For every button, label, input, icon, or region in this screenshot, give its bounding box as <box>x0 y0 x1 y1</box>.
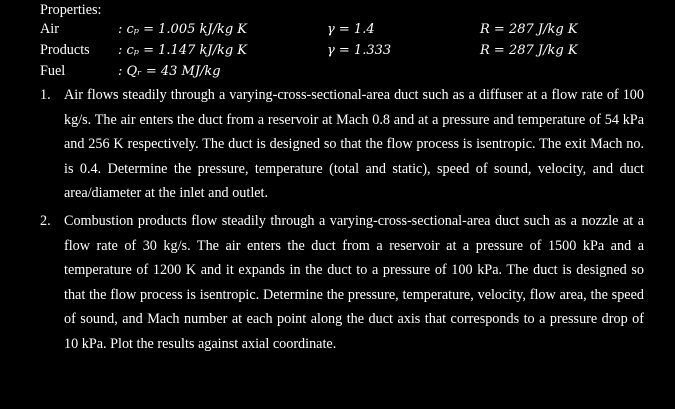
problem-item <box>40 83 644 206</box>
property-name: Air <box>40 21 59 37</box>
problem-item <box>40 209 644 357</box>
heating-value: : Qᵣ = 43 MJ/kg <box>118 64 221 79</box>
gas-constant-value: R = 287 J/kg K <box>480 43 578 58</box>
problem-text: Combustion products flow steadily through a varying-cross-sectional-area duct such as a nozzle at a flow rate of 30 kg/s. The air enters the duct from a reservoir at a pressure of 1500 kPa and a temperature of 1200 K and it expands in the duct to a pressure of 100 kPa. The duct is designed so that the flow process is isentropic. Determine the pressure, temperature, velocity, flow area, the speed of sound, and Mach number at each point along the duct axis that corresponds to a pressure drop of 10 kPa. Plot the results against axial coordinate. <box>64 212 644 352</box>
problem-number: 1. <box>40 87 51 103</box>
problem-list <box>40 83 644 360</box>
problem-text: Air flows steadily through a varying-cross-sectional-area duct such as a diffuser at a flow rate of 100 kg/s. The air enters the duct from a reservoir at Mach 0.8 and at a pressure and temperature of 54 kPa and 256 K respectively. The duct is designed so that the flow process is isentropic. The exit Mach no. is 0.4. Determine the pressure, temperature (total and static), speed of sound, velocity, and duct area/diameter at the inlet and outlet. <box>64 87 644 202</box>
properties-heading: Properties: <box>40 2 102 18</box>
problem-number: 2. <box>40 212 51 229</box>
specific-heat-value: : cₚ = 1.147 kJ/kg K <box>118 43 248 58</box>
gamma-value: γ = 1.4 <box>327 22 375 37</box>
property-name: Products <box>40 42 90 58</box>
gas-constant-value: R = 287 J/kg K <box>480 22 578 37</box>
specific-heat-value: : cₚ = 1.005 kJ/kg K <box>118 22 248 37</box>
property-row-air <box>40 19 670 40</box>
property-row-products <box>40 40 670 61</box>
gamma-value: γ = 1.333 <box>327 43 392 58</box>
property-row-fuel <box>40 61 670 82</box>
properties-table <box>40 19 670 82</box>
property-name: Fuel <box>40 63 66 79</box>
